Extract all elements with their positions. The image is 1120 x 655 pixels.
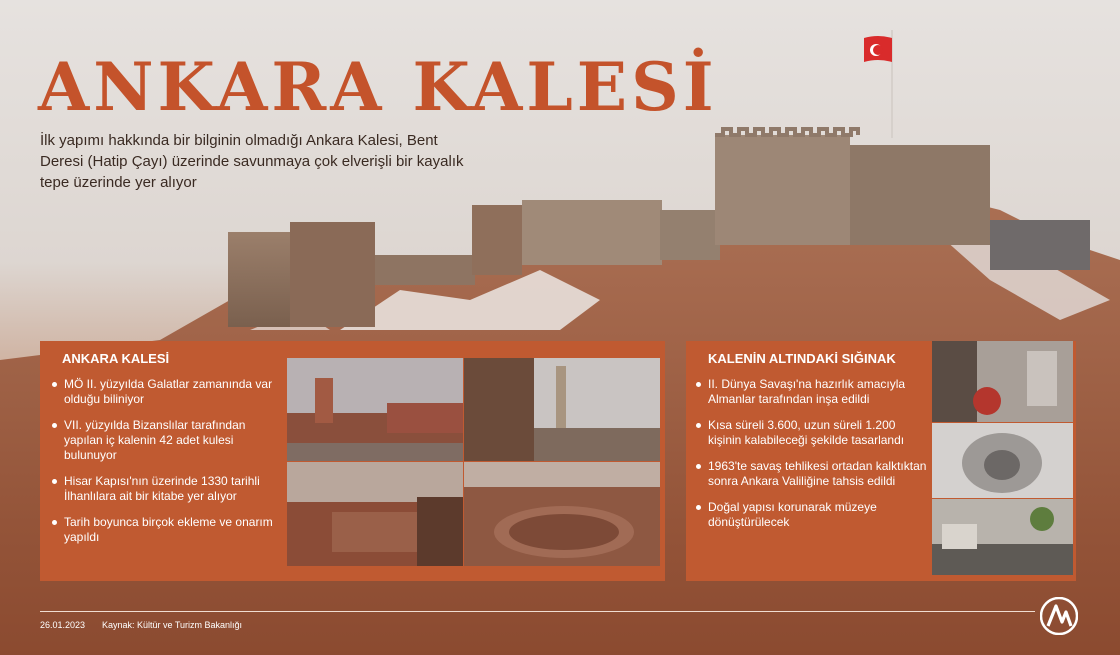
- footer-source: Kaynak: Kültür ve Turizm Bakanlığı: [102, 620, 243, 630]
- list-item: Tarih boyunca birçok ekleme ve onarım yapıldı: [52, 515, 282, 545]
- list-item: Kısa süreli 3.600, uzun süreli 1.200 kişinin kalabileceği şekilde tasarlandı: [696, 418, 928, 448]
- photo-clock-tower: [287, 358, 463, 461]
- photo-museum-render: [932, 499, 1073, 575]
- list-item: Hisar Kapısı'nın üzerinde 1330 tarihli İlhanlılara ait bir kitabe yer alıyor: [52, 474, 282, 504]
- footer-date: 26.01.2023: [40, 620, 86, 630]
- page-title: ANKARA KALESİ: [38, 48, 718, 126]
- photo-minaret: [464, 358, 660, 461]
- turkish-flag-icon: [864, 36, 892, 62]
- photo-shelter-tunnel: [932, 423, 1073, 498]
- photo-city-view: [287, 462, 463, 566]
- aa-logo-icon: [1040, 597, 1078, 635]
- list-item: VII. yüzyılda Bizanslılar tarafından yapılan iç kalenin 42 adet kulesi bulunuyor: [52, 418, 282, 463]
- photo-shelter-interior: [932, 341, 1073, 422]
- fact-list: [52, 377, 282, 556]
- info-panel-shelter: [686, 341, 1076, 581]
- fact-list: [696, 377, 928, 541]
- intro-text: İlk yapımı hakkında bir bilginin olmadığı Ankara Kalesi, Bent Deresi (Hatip Çayı) üzerinde savunmaya çok elverişli bir kayalık tepe üzerinde yer alıyor: [40, 132, 464, 191]
- list-item: MÖ II. yüzyılda Galatlar zamanında var olduğu biliniyor: [52, 377, 282, 407]
- photo-courtyard: [464, 462, 660, 566]
- list-item: Doğal yapısı korunarak müzeye dönüştürülecek: [696, 500, 928, 530]
- panel-heading: KALENİN ALTINDAKİ SIĞINAK: [708, 351, 896, 366]
- panel-heading: ANKARA KALESİ: [62, 351, 170, 366]
- info-panel-castle: [40, 341, 665, 581]
- list-item: II. Dünya Savaşı'na hazırlık amacıyla Almanlar tarafından inşa edildi: [696, 377, 928, 407]
- footer-divider: [40, 611, 1035, 612]
- list-item: 1963'te savaş tehlikesi ortadan kalktıktan sonra Ankara Valiliğine tahsis edildi: [696, 459, 928, 489]
